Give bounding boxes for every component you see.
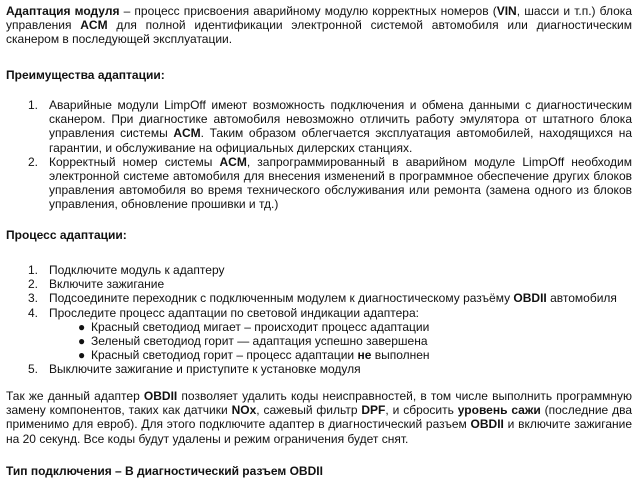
list-item: 4. Проследите процесс адаптации по световой индикации адаптера: xyxy=(28,305,419,320)
indicator-bullet: ● Зеленый светодиод горит — адаптация успешно завершена xyxy=(78,334,428,349)
indicator-bullet: ● Красный светодиод мигает – происходит процесс адаптации xyxy=(78,319,430,334)
process-heading: Процесс адаптации: xyxy=(6,228,127,242)
list-item: 2. Включите зажигание xyxy=(28,277,165,292)
obdii-note-paragraph: Так же данный адаптер OBDII позволяет удалить коды неисправностей, в том числе выполнить программную замену компонентов, таких как датчики NOx, сажевый фильтр DPF, и сбросить уровень сажи (последние два применимо для евроб). Для этого подключите адаптер в диагностический разъем OBDII и включите зажигание на 20 секунд. Все коды будут удалены и режим ограничения будет снят. xyxy=(6,389,633,446)
list-item: 1. Аварийные модули LimpOff имеют возможность подключения и обмена данными с диагностическим сканером. При диагностике автомобиля невозможно отличить работу эмулятора от штатного блока управления системы ACM. Таким образом облегчается эксплуатация автомобилей, находящихся на гарантии, и обслуживание на официальных дилерских станциях. xyxy=(28,98,632,155)
advantages-heading: Преимущества адаптации: xyxy=(6,68,165,82)
list-item: 5. Выключите зажигание и приступите к установке модуля xyxy=(28,362,361,377)
list-item: 3. Подсоедините переходник с подключенным модулем к диагностическому разъёму OBDII автомобиля xyxy=(28,291,617,306)
intro-term: Адаптация модуля xyxy=(6,4,120,18)
indicator-bullet: ● Красный светодиод горит – процесс адаптации не выполнен xyxy=(78,348,430,363)
list-item: 2. Корректный номер системы ACM, запрограммированный в аварийном модуле LimpOff необходим электронной системе автомобиля для внесения изменений в программное обеспечение других блоков управления автомобиля во время технического обслуживания или ремонта (замена одного из блоков управления, обновление прошивки и тд.) xyxy=(28,154,632,212)
list-item: 1. Подключите модуль к адаптеру xyxy=(28,263,225,277)
advantages-list xyxy=(6,98,632,212)
intro-paragraph: Адаптация модуля – процесс присвоения аварийному модулю корректных номеров (VIN, шасси и т.п.) блока управления ACM для полной идентификации электронной системой автомобиля или диагностическим сканером в последующей эксплуатации. xyxy=(6,4,632,47)
process-steps-list xyxy=(6,263,632,377)
connection-type-heading: Тип подключения – В диагностический разъем OBDII xyxy=(6,464,323,478)
